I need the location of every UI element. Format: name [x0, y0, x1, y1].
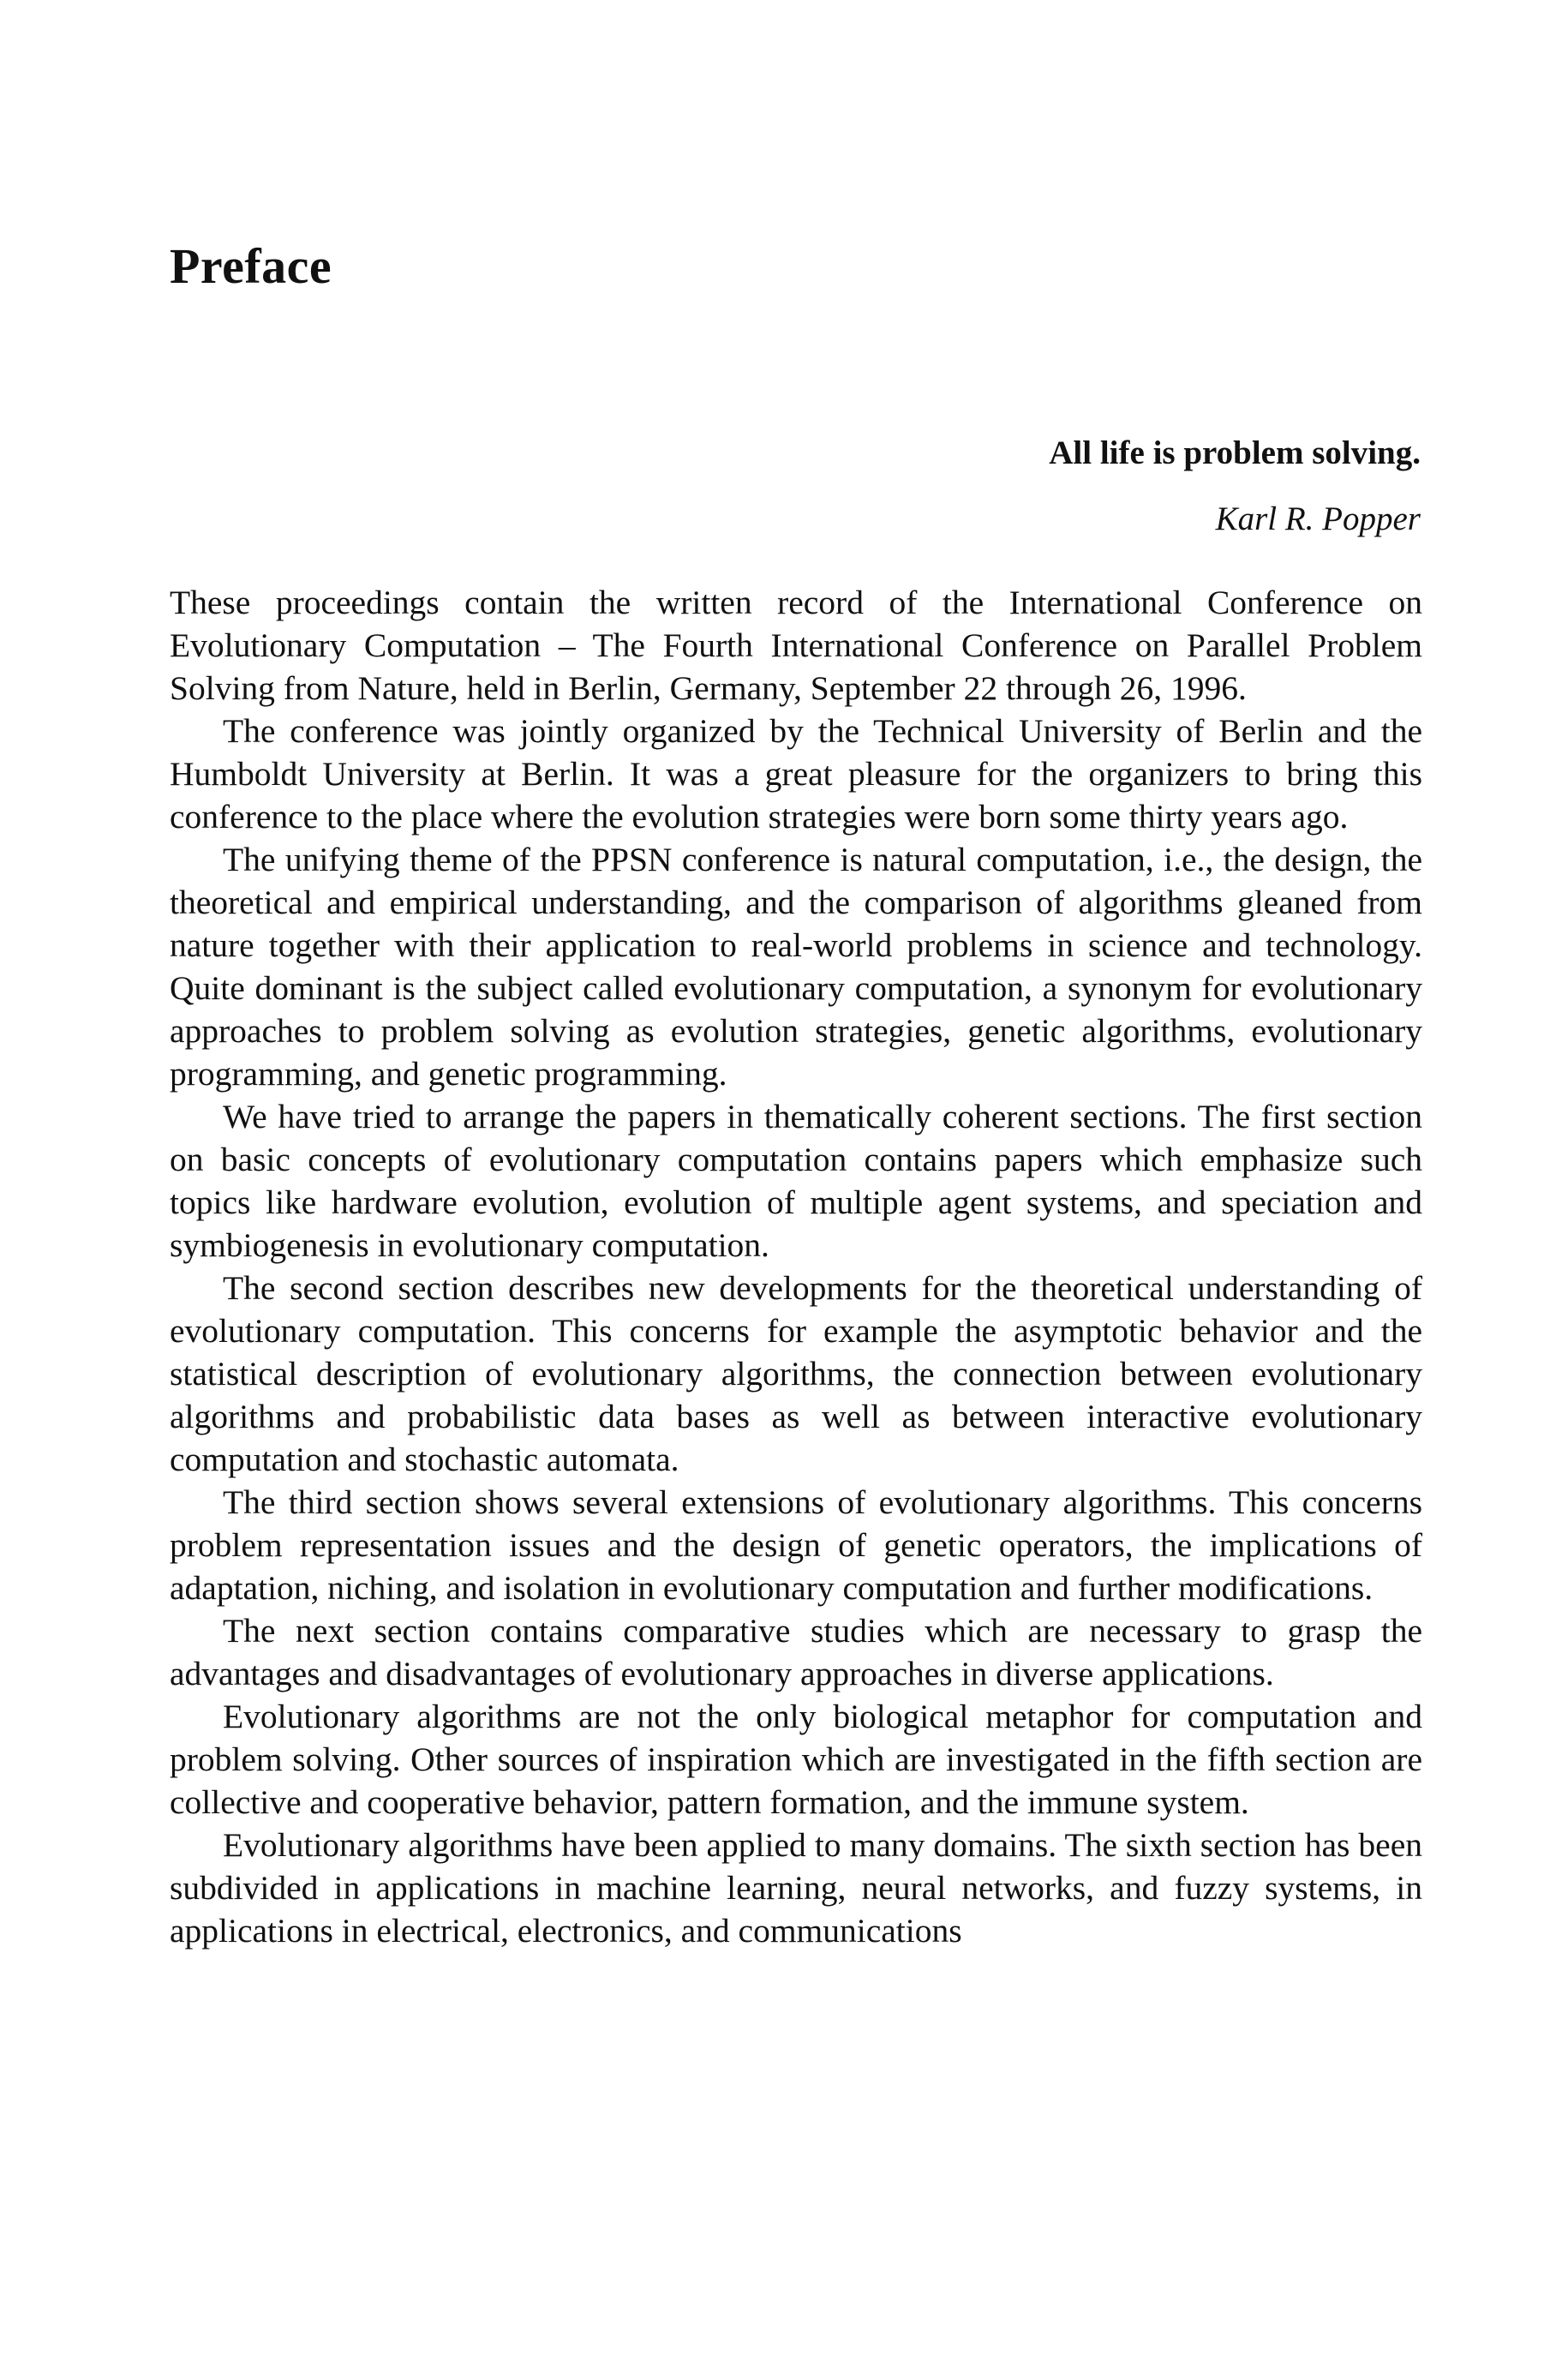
preface-body	[170, 581, 1422, 1952]
paragraph-section-extensions: The third section shows several extensions of evolutionary algorithms. This concerns problem representation issues and the design of genetic operators, the implications of adaptation, niching, and isolation in evolutionary computation and further modifications.	[170, 1483, 1422, 1607]
paragraph-section-applications: Evolutionary algorithms have been applied to many domains. The sixth section has been subdivided in applications in machine learning, neural networks, and fuzzy systems, in applications in electrical, electronics, and communications	[170, 1826, 1422, 1950]
paragraph-organization: The conference was jointly organized by the Technical University of Berlin and the Humboldt University at Berlin. It was a great pleasure for the organizers to bring this conference to the place where the evolution strategies were born some thirty years ago.	[170, 712, 1422, 836]
paragraph-section-other-metaphors: Evolutionary algorithms are not the only biological metaphor for computation and problem solving. Other sources of inspiration which are investigated in the fifth section are collective and cooperative behavior, pattern formation, and the immune system.	[170, 1698, 1422, 1821]
epigraph	[1049, 428, 1421, 544]
epigraph-quote: All life is problem solving.	[1049, 434, 1421, 471]
page-title: Preface	[170, 238, 332, 294]
paragraph-proceedings: These proceedings contain the written record of the International Conference on Evolutionary Computation – The Fourth International Conference on Parallel Problem Solving from Nature, held in Berlin, Germany, September 22 through 26, 1996.	[170, 584, 1422, 707]
paragraph-section-basic-concepts: We have tried to arrange the papers in thematically coherent sections. The first section on basic concepts of evolutionary computation contains papers which emphasize such topics like hardware evolution, evolution of multiple agent systems, and speciation and symbiogenesis in evolutionary computation.	[170, 1098, 1422, 1264]
paragraph-section-theory: The second section describes new developments for the theoretical understanding of evolutionary computation. This concerns for example the asymptotic behavior and the statistical description of evolutionary algorithms, the connection between evolutionary algorithms and probabilistic data bases as well as between interactive evolutionary computation and stochastic automata.	[170, 1269, 1422, 1478]
paragraph-section-comparative-studies: The next section contains comparative studies which are necessary to grasp the advantages and disadvantages of evolutionary approaches in diverse applications.	[170, 1612, 1422, 1692]
epigraph-author: Karl R. Popper	[1215, 500, 1421, 537]
paragraph-theme: The unifying theme of the PPSN conference is natural computation, i.e., the design, the theoretical and empirical understanding, and the comparison of algorithms gleaned from nature together with their application to real-world problems in science and technology. Quite dominant is the subject called evolutionary computation, a synonym for evolutionary approaches to problem solving as evolution strategies, genetic algorithms, evolutionary programming, and genetic programming.	[170, 841, 1422, 1093]
